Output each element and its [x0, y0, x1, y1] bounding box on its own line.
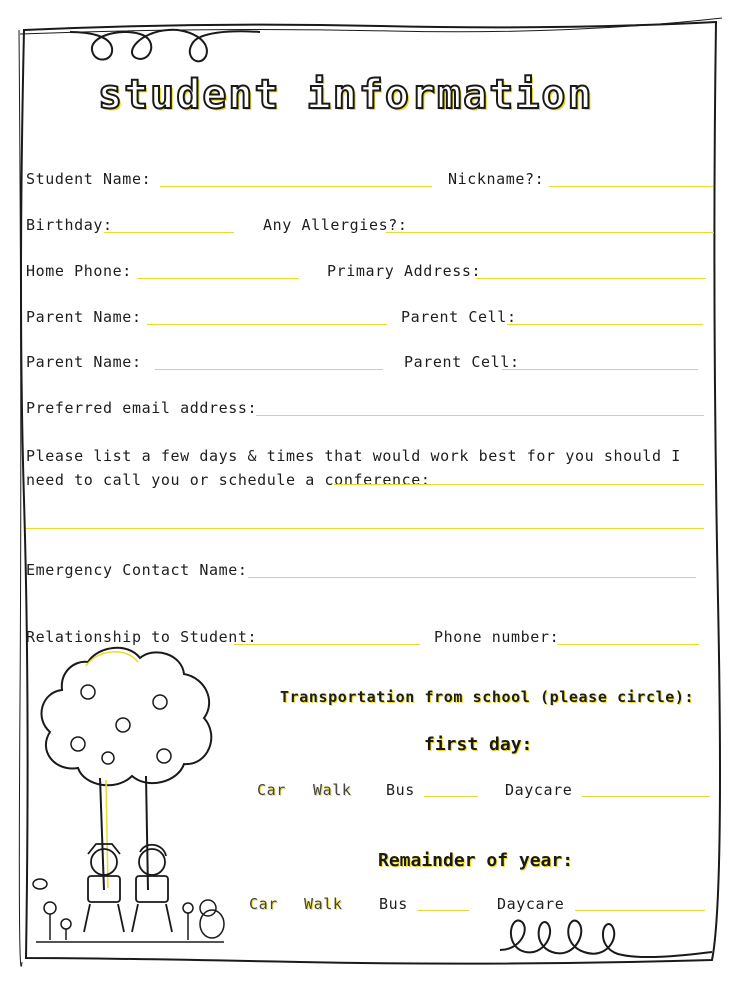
page-title: student information: [98, 72, 594, 118]
first-day-option-daycare[interactable]: Daycare: [505, 781, 573, 799]
student-name-field[interactable]: [160, 186, 432, 187]
parent-name-2-field[interactable]: [155, 369, 383, 370]
nickname-label: Nickname?:: [448, 170, 545, 188]
email-field[interactable]: [256, 415, 704, 416]
parent-name-2-label: Parent Name:: [26, 353, 142, 371]
remainder-bus-field[interactable]: [417, 910, 469, 911]
nickname-field[interactable]: [549, 186, 713, 187]
home-phone-label: Home Phone:: [26, 262, 132, 280]
first-day-label: first day:: [424, 734, 533, 755]
top-loops-decoration: [70, 30, 260, 62]
remainder-option-daycare[interactable]: Daycare: [497, 895, 565, 913]
remainder-option-car[interactable]: Car: [249, 895, 278, 913]
first-day-option-car[interactable]: Car: [257, 781, 286, 799]
first-day-bus-field[interactable]: [424, 796, 478, 797]
bottom-loops-decoration: [500, 920, 712, 957]
phone-number-field[interactable]: [557, 644, 699, 645]
parent-cell-1-label: Parent Cell:: [401, 308, 517, 326]
home-phone-field[interactable]: [137, 278, 299, 279]
emergency-contact-label: Emergency Contact Name:: [26, 561, 248, 579]
email-label: Preferred email address:: [26, 399, 258, 417]
remainder-option-bus[interactable]: Bus: [379, 895, 408, 913]
parent-cell-2-field[interactable]: [502, 369, 698, 370]
first-day-daycare-field[interactable]: [582, 796, 710, 797]
remainder-of-year-label: Remainder of year:: [378, 850, 574, 871]
parent-name-1-field[interactable]: [147, 324, 387, 325]
birthday-label: Birthday:: [26, 216, 113, 234]
parent-cell-1-field[interactable]: [507, 324, 703, 325]
relationship-field[interactable]: [234, 644, 420, 645]
conference-field-line-1[interactable]: [334, 484, 704, 485]
conference-field-line-2[interactable]: [26, 528, 704, 529]
relationship-label: Relationship to Student:: [26, 628, 258, 646]
transportation-heading: Transportation from school (please circle):: [280, 688, 695, 706]
allergies-label: Any Allergies?:: [263, 216, 408, 234]
remainder-option-walk[interactable]: Walk: [304, 895, 343, 913]
allergies-field[interactable]: [386, 232, 714, 233]
primary-address-field[interactable]: [476, 278, 706, 279]
emergency-contact-field[interactable]: [248, 577, 696, 578]
student-name-label: Student Name:: [26, 170, 152, 188]
parent-name-1-label: Parent Name:: [26, 308, 142, 326]
tree-kids-illustration: [28, 640, 228, 950]
first-day-option-walk[interactable]: Walk: [313, 781, 352, 799]
parent-cell-2-label: Parent Cell:: [404, 353, 520, 371]
phone-number-label: Phone number:: [434, 628, 560, 646]
first-day-option-bus[interactable]: Bus: [386, 781, 415, 799]
primary-address-label: Primary Address:: [327, 262, 482, 280]
remainder-daycare-field[interactable]: [575, 910, 705, 911]
conference-question: Please list a few days & times that would work best for you should I need to call you or schedule a conference:: [26, 447, 681, 489]
birthday-field[interactable]: [104, 232, 234, 233]
